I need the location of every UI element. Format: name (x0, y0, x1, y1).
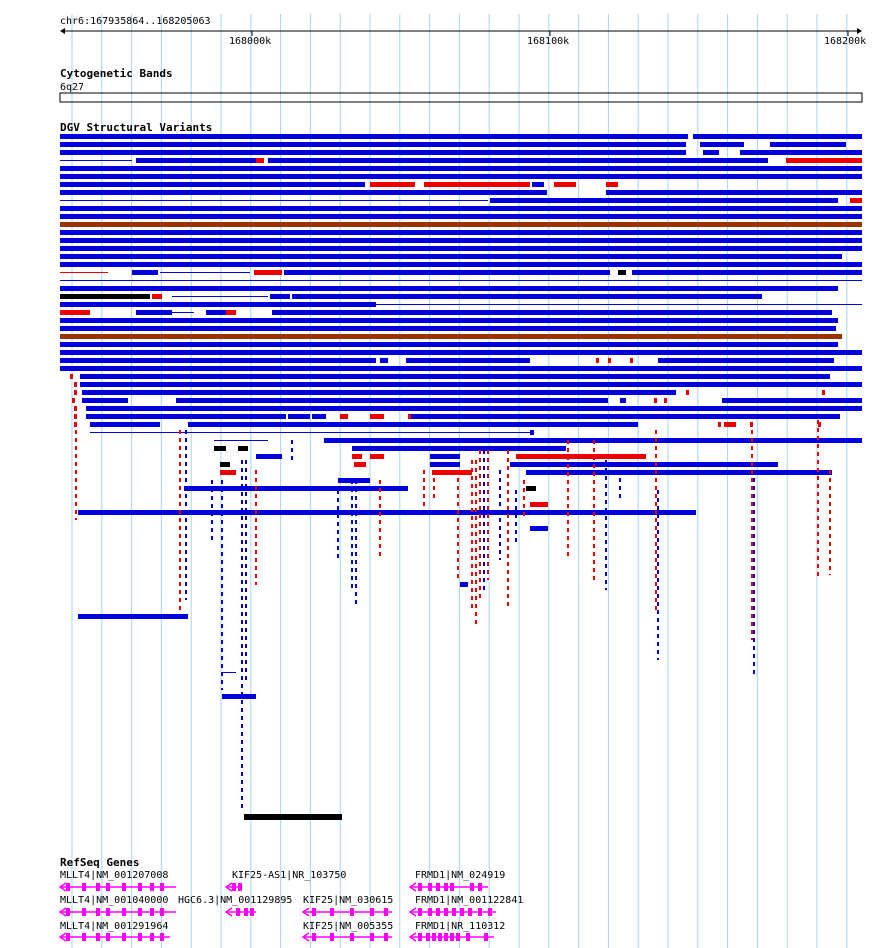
variant-bar (214, 446, 226, 451)
gene-exon (450, 883, 454, 891)
gene-exon (428, 908, 432, 916)
gene-exon (418, 933, 422, 941)
gene-exon (488, 908, 492, 916)
variant-bar (60, 310, 90, 315)
variant-bar (80, 382, 862, 387)
variant-bar (618, 270, 626, 275)
ruler-tick-label: 168200k (824, 36, 867, 47)
gene-exon (138, 883, 142, 891)
variant-bar (60, 222, 862, 227)
variant-bar (786, 158, 862, 163)
variant-bar (410, 414, 840, 419)
gene-exon (330, 933, 334, 941)
gene-exon (438, 933, 442, 941)
variant-bar (86, 414, 286, 419)
gene-exon (96, 883, 100, 891)
variant-bar (606, 190, 862, 195)
variant-bar (74, 414, 77, 419)
gene-exon (350, 908, 354, 916)
gene-exon (312, 933, 316, 941)
dgv-track-title[interactable]: DGV Structural Variants (60, 121, 213, 134)
variant-bar (188, 422, 638, 427)
gene-exon (150, 908, 154, 916)
variant-bar (60, 134, 688, 139)
variant-bar (822, 390, 825, 395)
variant-bar (460, 582, 468, 587)
gene-exon (138, 908, 142, 916)
variant-bar (430, 454, 460, 459)
gene-exon (96, 908, 100, 916)
variant-bar (354, 462, 366, 467)
gene-label[interactable]: KIF25-AS1|NR_103750 (232, 870, 347, 881)
variant-bar (60, 262, 862, 267)
variant-bar (606, 182, 618, 187)
variant-bar (60, 294, 150, 299)
gene-exon (106, 908, 110, 916)
gene-exon (470, 883, 474, 891)
variant-bar (284, 270, 610, 275)
gene-exon (150, 933, 154, 941)
gene-exon (96, 933, 100, 941)
variant-bar (132, 270, 158, 275)
gene-exon (450, 933, 454, 941)
variant-bar (78, 614, 188, 619)
variant-bar (630, 358, 633, 363)
variant-bar (60, 302, 376, 307)
gene-exon (350, 933, 354, 941)
cytoband-label: 6q27 (60, 82, 85, 93)
variant-bar (136, 158, 256, 163)
gene-glyphs (60, 883, 496, 941)
gene-exon (122, 908, 126, 916)
gene-label[interactable]: FRMD1|NR_110312 (415, 921, 506, 932)
variant-bar (770, 142, 846, 147)
gene-exon (426, 933, 430, 941)
variant-bar (184, 486, 408, 491)
variant-bar (750, 422, 753, 427)
variant-bar (238, 446, 248, 451)
variant-bar (90, 422, 160, 427)
variant-bar (620, 398, 626, 403)
gene-exon (250, 908, 254, 916)
gene-exon (106, 933, 110, 941)
variant-bar (530, 502, 548, 507)
variant-bar (60, 190, 547, 195)
variant-bar (664, 398, 667, 403)
gene-label[interactable]: KIF25|NM_005355 (303, 921, 394, 932)
variant-bar (60, 350, 862, 355)
variant-bar (60, 286, 838, 291)
variant-bar (74, 382, 77, 387)
gene-exon (432, 933, 436, 941)
variant-bar (82, 390, 676, 395)
gene-label[interactable]: KIF25|NM_030615 (303, 895, 394, 906)
gene-label[interactable]: FRMD1|NM_024919 (415, 870, 506, 881)
variant-bar (86, 406, 862, 411)
gene-exon (418, 883, 422, 891)
gene-exon (82, 933, 86, 941)
variant-bar (740, 150, 862, 155)
gene-exon (452, 908, 456, 916)
gene-exon (436, 908, 440, 916)
gene-exon (160, 933, 164, 941)
variant-bar (532, 182, 544, 187)
variant-bar (60, 214, 862, 219)
variant-bar (608, 358, 611, 363)
variant-bar (288, 414, 310, 419)
gene-exon (122, 933, 126, 941)
gene-exon (138, 933, 142, 941)
variant-bar (370, 182, 415, 187)
gene-exon (436, 883, 440, 891)
variant-bar (60, 366, 862, 371)
ruler-left-arrow-icon[interactable] (60, 28, 65, 34)
variant-bar (530, 526, 548, 531)
variant-bar (530, 430, 534, 435)
gene-label[interactable]: HGC6.3|NM_001129895 (178, 895, 293, 906)
variant-bar (338, 478, 370, 483)
variant-bar (526, 486, 536, 491)
variant-bar (60, 142, 686, 147)
variant-bar (424, 182, 530, 187)
variant-bar (60, 326, 836, 331)
gene-exon (384, 933, 388, 941)
gene-exon (150, 883, 154, 891)
gene-exon (236, 908, 240, 916)
variant-bar (60, 334, 842, 339)
variant-bar (74, 406, 77, 411)
variant-bar (220, 462, 230, 467)
gene-exon (82, 883, 86, 891)
variant-bar (686, 390, 689, 395)
cytoband-track-title[interactable]: Cytogenetic Bands (60, 67, 173, 80)
variant-bar (70, 374, 73, 379)
variant-bar (700, 142, 744, 147)
variant-bar (226, 310, 236, 315)
cytoband-bar[interactable] (60, 93, 862, 102)
variant-bar (60, 182, 365, 187)
variant-bar (60, 238, 862, 243)
gene-exon (66, 883, 70, 891)
variant-bar (256, 158, 264, 163)
variant-bar (654, 398, 657, 403)
cytoband-track (60, 67, 862, 102)
variant-bar (60, 166, 862, 171)
variant-bar (432, 470, 472, 475)
variant-bar (152, 294, 162, 299)
variant-bar (380, 358, 388, 363)
variant-bar (74, 422, 77, 427)
variant-bar (370, 454, 384, 459)
variant-bar (430, 462, 460, 467)
location-label: chr6:167935864..168205063 (60, 16, 211, 27)
variant-bar (510, 462, 778, 467)
refseq-track (60, 856, 523, 941)
variant-bar (724, 422, 736, 427)
variant-bar (220, 470, 236, 475)
variant-bar (693, 134, 862, 139)
variant-bar (632, 270, 862, 275)
variant-bar (176, 398, 608, 403)
variant-bar (60, 254, 842, 259)
variant-bar (268, 158, 768, 163)
variant-bar (60, 342, 838, 347)
variant-bar (80, 374, 830, 379)
variant-bar (340, 414, 343, 419)
variant-bar (554, 182, 576, 187)
variant-bar (222, 694, 256, 699)
gene-exon (232, 883, 236, 891)
gene-exon (66, 908, 70, 916)
ruler-tick-label: 168100k (527, 36, 570, 47)
variant-bar (406, 358, 530, 363)
gene-label[interactable]: MLLT4|NM_001207008 (60, 870, 169, 881)
variant-bar (490, 198, 838, 203)
gene-exon (460, 908, 464, 916)
variant-bar (60, 174, 862, 179)
ruler-tick-label: 168000k (229, 36, 272, 47)
gene-exon (370, 908, 374, 916)
gene-exon (384, 908, 388, 916)
gene-exon (456, 933, 460, 941)
gene-exon (312, 908, 316, 916)
variant-bar (78, 510, 696, 515)
refseq-track-title[interactable]: RefSeq Genes (60, 856, 140, 869)
variant-bar (60, 246, 862, 251)
variant-bar (850, 198, 862, 203)
variant-bar (272, 310, 832, 315)
gene-exon (244, 908, 248, 916)
gene-exon (466, 933, 470, 941)
gene-exon (418, 908, 422, 916)
gene-label[interactable]: FRMD1|NM_001122841 (415, 895, 524, 906)
variant-bar (596, 358, 599, 363)
variant-bar (254, 270, 282, 275)
gene-exon (238, 883, 242, 891)
variant-bar (408, 414, 411, 419)
dgv-track (60, 121, 862, 820)
gene-exon (428, 883, 432, 891)
gene-exon (444, 908, 448, 916)
variant-bar (206, 310, 226, 315)
variant-bar (516, 454, 646, 459)
variant-bar (256, 454, 282, 459)
gene-exon (468, 908, 472, 916)
variant-bar (60, 318, 838, 323)
variant-bar (74, 390, 77, 395)
variant-bar (703, 150, 719, 155)
dgv-features (60, 134, 862, 820)
variant-bar (244, 814, 342, 820)
variant-bar (136, 310, 172, 315)
gene-exon (478, 883, 482, 891)
variant-bar (370, 414, 384, 419)
gene-exon (330, 908, 334, 916)
variant-bar (60, 206, 862, 211)
gene-exon (82, 908, 86, 916)
variant-bar (72, 398, 75, 403)
variant-bar (526, 470, 832, 475)
variant-bar (60, 230, 862, 235)
gene-label[interactable]: MLLT4|NM_001040000 (60, 895, 169, 906)
gene-exon (66, 933, 70, 941)
variant-bar (82, 398, 128, 403)
gene-exon (484, 933, 488, 941)
gene-exon (122, 883, 126, 891)
variant-bar (352, 454, 362, 459)
variant-bar (292, 294, 762, 299)
gene-label[interactable]: MLLT4|NM_001291964 (60, 921, 169, 932)
variant-bar (658, 358, 834, 363)
variant-bar (60, 150, 686, 155)
variant-bar (60, 358, 376, 363)
gene-exon (478, 908, 482, 916)
gene-exon (444, 883, 448, 891)
gene-exon (444, 933, 448, 941)
variant-bar (352, 446, 566, 451)
variant-bar (722, 398, 862, 403)
gene-exon (370, 933, 374, 941)
ruler-right-arrow-icon[interactable] (857, 28, 862, 34)
gene-exon (160, 908, 164, 916)
ruler (60, 16, 866, 47)
variant-bar (270, 294, 290, 299)
gene-exon (106, 883, 110, 891)
variant-bar (718, 422, 721, 427)
gene-exon (160, 883, 164, 891)
variant-bar (312, 414, 326, 419)
